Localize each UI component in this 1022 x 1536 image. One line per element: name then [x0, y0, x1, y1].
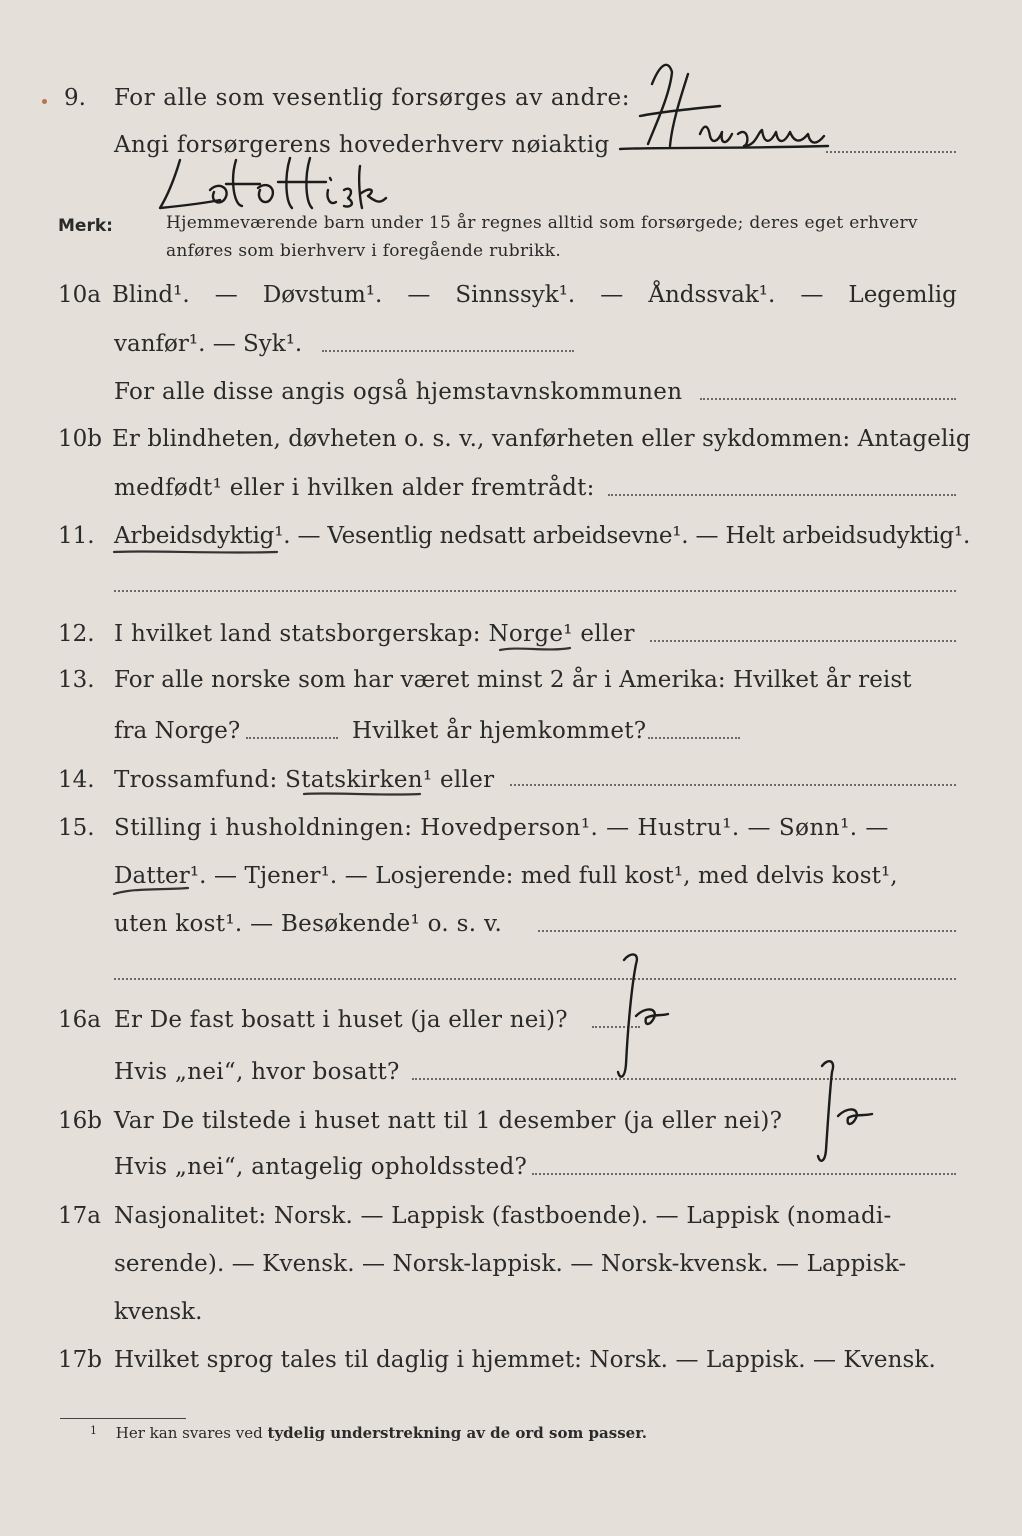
q15-line3: uten kost¹. — Besøkende¹ o. s. v. [114, 911, 503, 937]
q10b-line1: Er blindheten, døvheten o. s. v., vanførheten eller sykdommen: Antagelig [112, 426, 971, 452]
q9-line1: For alle som vesentlig forsørges av andre: [114, 85, 631, 111]
q14-number: 14. [58, 767, 95, 793]
q10a-line1: Blind¹. — Døvstum¹. — Sinnssyk¹. — Åndssvak¹. — Legemlig [112, 282, 957, 308]
q16b-line1: Var De tilstede i huset natt til 1 desember (ja eller nei)? [114, 1108, 783, 1134]
q13-hjemkommet-fill [648, 737, 740, 739]
q13-reist-fill [246, 737, 338, 739]
q17b-number: 17b [58, 1347, 102, 1373]
underline-norge [498, 642, 574, 656]
q10a-number: 10a [58, 282, 101, 308]
q13-line2b: Hvilket år hjemkommet? [352, 718, 647, 744]
q17a-line3: kvensk. [114, 1299, 203, 1325]
margin-dot [42, 99, 47, 104]
underline-datter [112, 884, 192, 900]
q10b-number: 10b [58, 426, 102, 452]
underline-statskirken [302, 788, 424, 800]
merk-line2: anføres som bierhverv i foregående rubrikk. [166, 241, 562, 261]
q12-number: 12. [58, 621, 95, 647]
handwriting-ja-16a [596, 944, 686, 1084]
q12-fill [650, 640, 956, 642]
q17a-number: 17a [58, 1203, 101, 1229]
footnote-mark: 1 [90, 1424, 97, 1437]
q10b-line2: medfødt¹ eller i hvilken alder fremtrådt: [114, 475, 595, 501]
q9-line2: Angi forsørgerens hovederhverv nøiaktig [114, 132, 610, 158]
q11-number: 11. [58, 523, 95, 549]
q14-fill [510, 784, 956, 786]
q16a-number: 16a [58, 1007, 101, 1033]
handwriting-lofotfiske [150, 150, 390, 220]
q14-line1: Trossamfund: Statskirken¹ eller [114, 767, 495, 793]
handwriting-ja-16b [800, 1050, 900, 1170]
q16b-line2-fill [532, 1173, 956, 1175]
q17a-line1: Nasjonalitet: Norsk. — Lappisk (fastboende). — Lappisk (nomadi- [114, 1203, 892, 1229]
footnote-text-a: Her kan svares ved [115, 1424, 263, 1442]
q17b-line1: Hvilket sprog tales til daglig i hjemmet: Norsk. — Lappisk. — Kvensk. [114, 1347, 936, 1373]
q15-line3-fill [538, 930, 956, 932]
q16b-number: 16b [58, 1108, 102, 1134]
q10a-line2-fill [322, 350, 574, 352]
q16b-line2: Hvis „nei“, antagelig opholdssted? [114, 1154, 528, 1180]
q10b-line2-fill [608, 494, 956, 496]
q10a-line3: For alle disse angis også hjemstavnskommunen [114, 379, 683, 405]
merk-label: Merk: [58, 216, 113, 236]
footnote-rule [60, 1418, 186, 1419]
q9-answer-line [826, 151, 956, 153]
q16a-line2: Hvis „nei“, hvor bosatt? [114, 1059, 400, 1085]
handwriting-husmann [600, 54, 830, 164]
q10a-line2: vanfør¹. — Syk¹. [114, 331, 303, 357]
footnote-text-b: tydelig understrekning av de ord som passer. [267, 1424, 647, 1442]
q15-line1: Stilling i husholdningen: Hovedperson¹. — Hustru¹. — Sønn¹. — [114, 815, 889, 841]
q15-blank-line [114, 978, 956, 980]
merk-line1: Hjemmeværende barn under 15 år regnes alltid som forsørgede; deres eget erhverv [166, 213, 918, 233]
q9-number: 9. [64, 85, 86, 111]
q16a-line1: Er De fast bosatt i huset (ja eller nei)? [114, 1007, 568, 1033]
q11-line1: Arbeidsdyktig¹. — Vesentlig nedsatt arbeidsevne¹. — Helt arbeidsudyktig¹. [114, 523, 971, 549]
q10a-line3-fill [700, 398, 956, 400]
q17a-line2: serende). — Kvensk. — Norsk-lappisk. — Norsk-kvensk. — Lappisk- [114, 1251, 907, 1277]
q13-line2a: fra Norge? [114, 718, 241, 744]
q13-number: 13. [58, 667, 95, 693]
footnote [90, 1424, 647, 1442]
q12-line1: I hvilket land statsborgerskap: Norge¹ eller [114, 621, 635, 647]
q15-number: 15. [58, 815, 95, 841]
underline-arbeidsdyktig [112, 546, 282, 558]
q13-line1: For alle norske som har været minst 2 år i Amerika: Hvilket år reist [114, 667, 912, 693]
q15-line2: Datter¹. — Tjener¹. — Losjerende: med full kost¹, med delvis kost¹, [114, 863, 898, 889]
q11-blank-line [114, 590, 956, 592]
